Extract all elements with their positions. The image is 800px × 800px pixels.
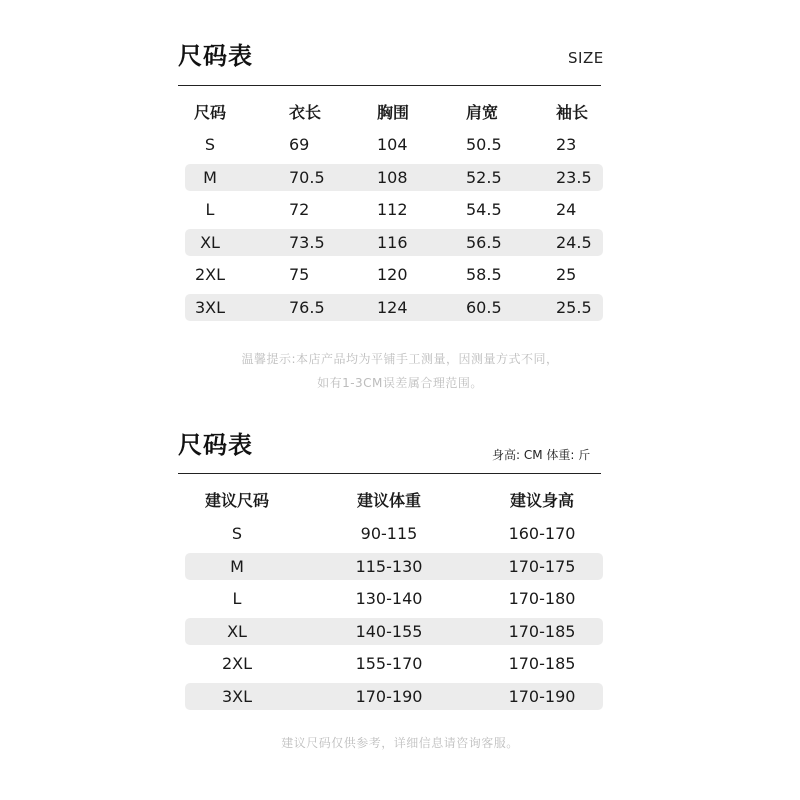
table-cell: 60.5 (466, 297, 502, 317)
table-cell: 50.5 (466, 135, 502, 154)
table-cell: 104 (377, 135, 408, 154)
table-row (185, 164, 603, 191)
table-cell: 90-115 (360, 524, 418, 543)
table-row (185, 131, 603, 158)
table-cell: 130-140 (355, 589, 423, 608)
table-row (185, 520, 603, 547)
table-cell: 76.5 (289, 297, 325, 317)
table-cell: 2XL (194, 265, 226, 284)
table-cell: 2XL (221, 654, 253, 673)
table-cell: 72 (289, 200, 310, 219)
table-cell: 170-185 (508, 621, 576, 641)
table-cell: 75 (289, 265, 310, 284)
table-cell: 115-130 (355, 556, 423, 576)
table-cell: 56.5 (466, 232, 502, 252)
size-chart-title: 尺码表 (178, 42, 253, 70)
table-cell: 70.5 (289, 167, 325, 187)
table-cell: 3XL (221, 686, 253, 706)
recommendation-note: 建议尺码仅供参考，详细信息请咨询客服。 (281, 736, 519, 750)
column-header: 肩宽 (466, 103, 499, 122)
table-cell: L (205, 200, 215, 219)
column-header: 衣长 (289, 103, 322, 122)
table-row (185, 294, 603, 321)
table-row (185, 618, 603, 645)
title-divider (178, 85, 601, 86)
table-cell: 24.5 (556, 232, 592, 252)
table-row (185, 683, 603, 710)
table-cell: L (232, 589, 242, 608)
table-cell: 170-185 (508, 654, 576, 673)
measurement-note-line-1: 温馨提示:本店产品均为平铺手工测量，因测量方式不同， (241, 352, 559, 366)
table-cell: 23 (556, 135, 577, 154)
table-cell: 124 (377, 297, 408, 317)
table-cell: 120 (377, 265, 408, 284)
table-cell: 170-175 (508, 556, 576, 576)
recommended-size-title: 尺码表 (178, 431, 253, 459)
title-divider (178, 473, 601, 474)
table-cell: 116 (377, 232, 408, 252)
table-cell: 140-155 (355, 621, 423, 641)
table-cell: 69 (289, 135, 310, 154)
table-cell: S (204, 135, 216, 154)
column-header: 建议尺码 (204, 491, 270, 510)
table-cell: 170-190 (508, 686, 576, 706)
table-header-row (185, 487, 603, 514)
table-row (185, 261, 603, 288)
table-cell: 24 (556, 200, 577, 219)
table-row (185, 585, 603, 612)
table-header-row (185, 99, 603, 126)
table-row (185, 229, 603, 256)
column-header: 尺码 (193, 103, 227, 122)
table-cell: XL (227, 621, 247, 641)
column-header: 胸围 (377, 103, 410, 122)
column-header: 建议体重 (356, 491, 422, 510)
table-cell: 73.5 (289, 232, 325, 252)
table-row (185, 196, 603, 223)
units-tag: 身高: CM 体重: 斤 (492, 448, 591, 462)
table-cell: S (231, 524, 243, 543)
table-cell: 52.5 (466, 167, 502, 187)
table-row (185, 650, 603, 677)
table-cell: 54.5 (466, 200, 502, 219)
column-header: 建议身高 (509, 491, 575, 510)
table-cell: 112 (377, 200, 408, 219)
table-cell: 25.5 (556, 297, 592, 317)
column-header: 袖长 (556, 103, 589, 122)
table-row (185, 553, 603, 580)
table-cell: XL (200, 232, 220, 252)
table-cell: 23.5 (556, 167, 592, 187)
table-cell: 160-170 (508, 524, 576, 543)
table-cell: 108 (377, 167, 408, 187)
table-cell: 155-170 (355, 654, 423, 673)
table-cell: 170-180 (508, 589, 576, 608)
size-tag: SIZE (568, 49, 604, 67)
measurement-note-line-2: 如有1-3CM误差属合理范围。 (317, 376, 483, 390)
table-cell: 3XL (194, 297, 226, 317)
table-cell: M (203, 167, 217, 187)
table-cell: 170-190 (355, 686, 423, 706)
table-cell: 58.5 (466, 265, 502, 284)
table-cell: 25 (556, 265, 577, 284)
table-cell: M (230, 556, 244, 576)
